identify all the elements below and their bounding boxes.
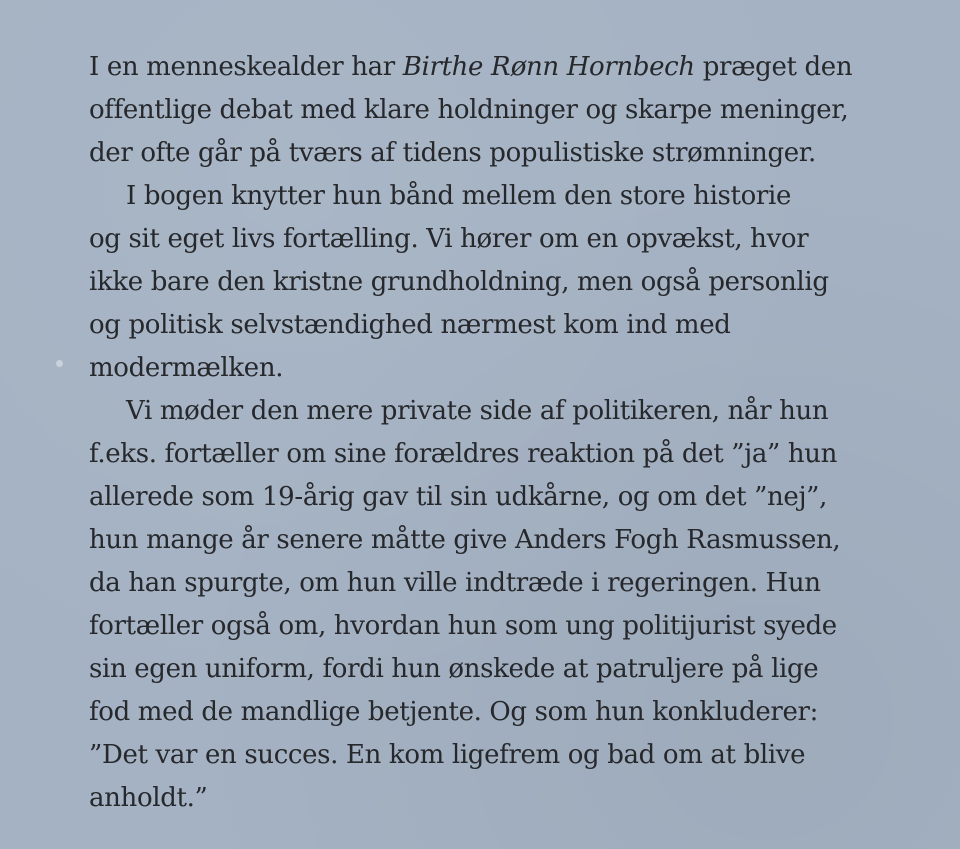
- paragraph-2: [89, 175, 919, 390]
- author-name: Birthe Rønn Hornbech: [402, 52, 695, 82]
- text-line: og politisk selvstændighed nærmest kom ind med: [89, 310, 731, 340]
- text-line: f.eks. fortæller om sine forældres reaktion på det ”ja” hun: [89, 439, 838, 469]
- text-line: ”Det var en succes. En kom ligefrem og bad om at blive: [89, 740, 806, 770]
- paper-speck: [56, 360, 63, 367]
- paragraph-3: [89, 390, 919, 820]
- text-line: da han spurgte, om hun ville indtræde i regeringen. Hun: [89, 568, 821, 598]
- text-line: og sit eget livs fortælling. Vi hører om en opvækst, hvor: [89, 224, 809, 254]
- text-line: hun mange år senere måtte give Anders Fogh Rasmussen,: [89, 525, 841, 555]
- text-line: fortæller også om, hvordan hun som ung politijurist syede: [89, 611, 837, 641]
- paragraph-1: [89, 46, 919, 175]
- text-span: I en menneskealder har: [89, 52, 403, 82]
- text-line: allerede som 19-årig gav til sin udkårne, og om det ”nej”,: [89, 482, 828, 512]
- text-line: I bogen knytter hun bånd mellem den store historie: [126, 181, 792, 211]
- text-line: Vi møder den mere private side af politikeren, når hun: [126, 396, 829, 426]
- text-span: præget den: [694, 52, 853, 82]
- text-line: modermælken.: [89, 353, 284, 383]
- text-line: offentlige debat med klare holdninger og skarpe meninger,: [89, 95, 849, 125]
- text-line: fod med de mandlige betjente. Og som hun konkluderer:: [89, 697, 819, 727]
- blurb-text: [89, 46, 919, 820]
- text-line: sin egen uniform, fordi hun ønskede at patruljere på lige: [89, 654, 819, 684]
- text-line: [89, 46, 919, 89]
- text-line: anholdt.”: [89, 783, 208, 813]
- text-line: der ofte går på tværs af tidens populistiske strømninger.: [89, 138, 816, 168]
- text-line: ikke bare den kristne grundholdning, men også personlig: [89, 267, 829, 297]
